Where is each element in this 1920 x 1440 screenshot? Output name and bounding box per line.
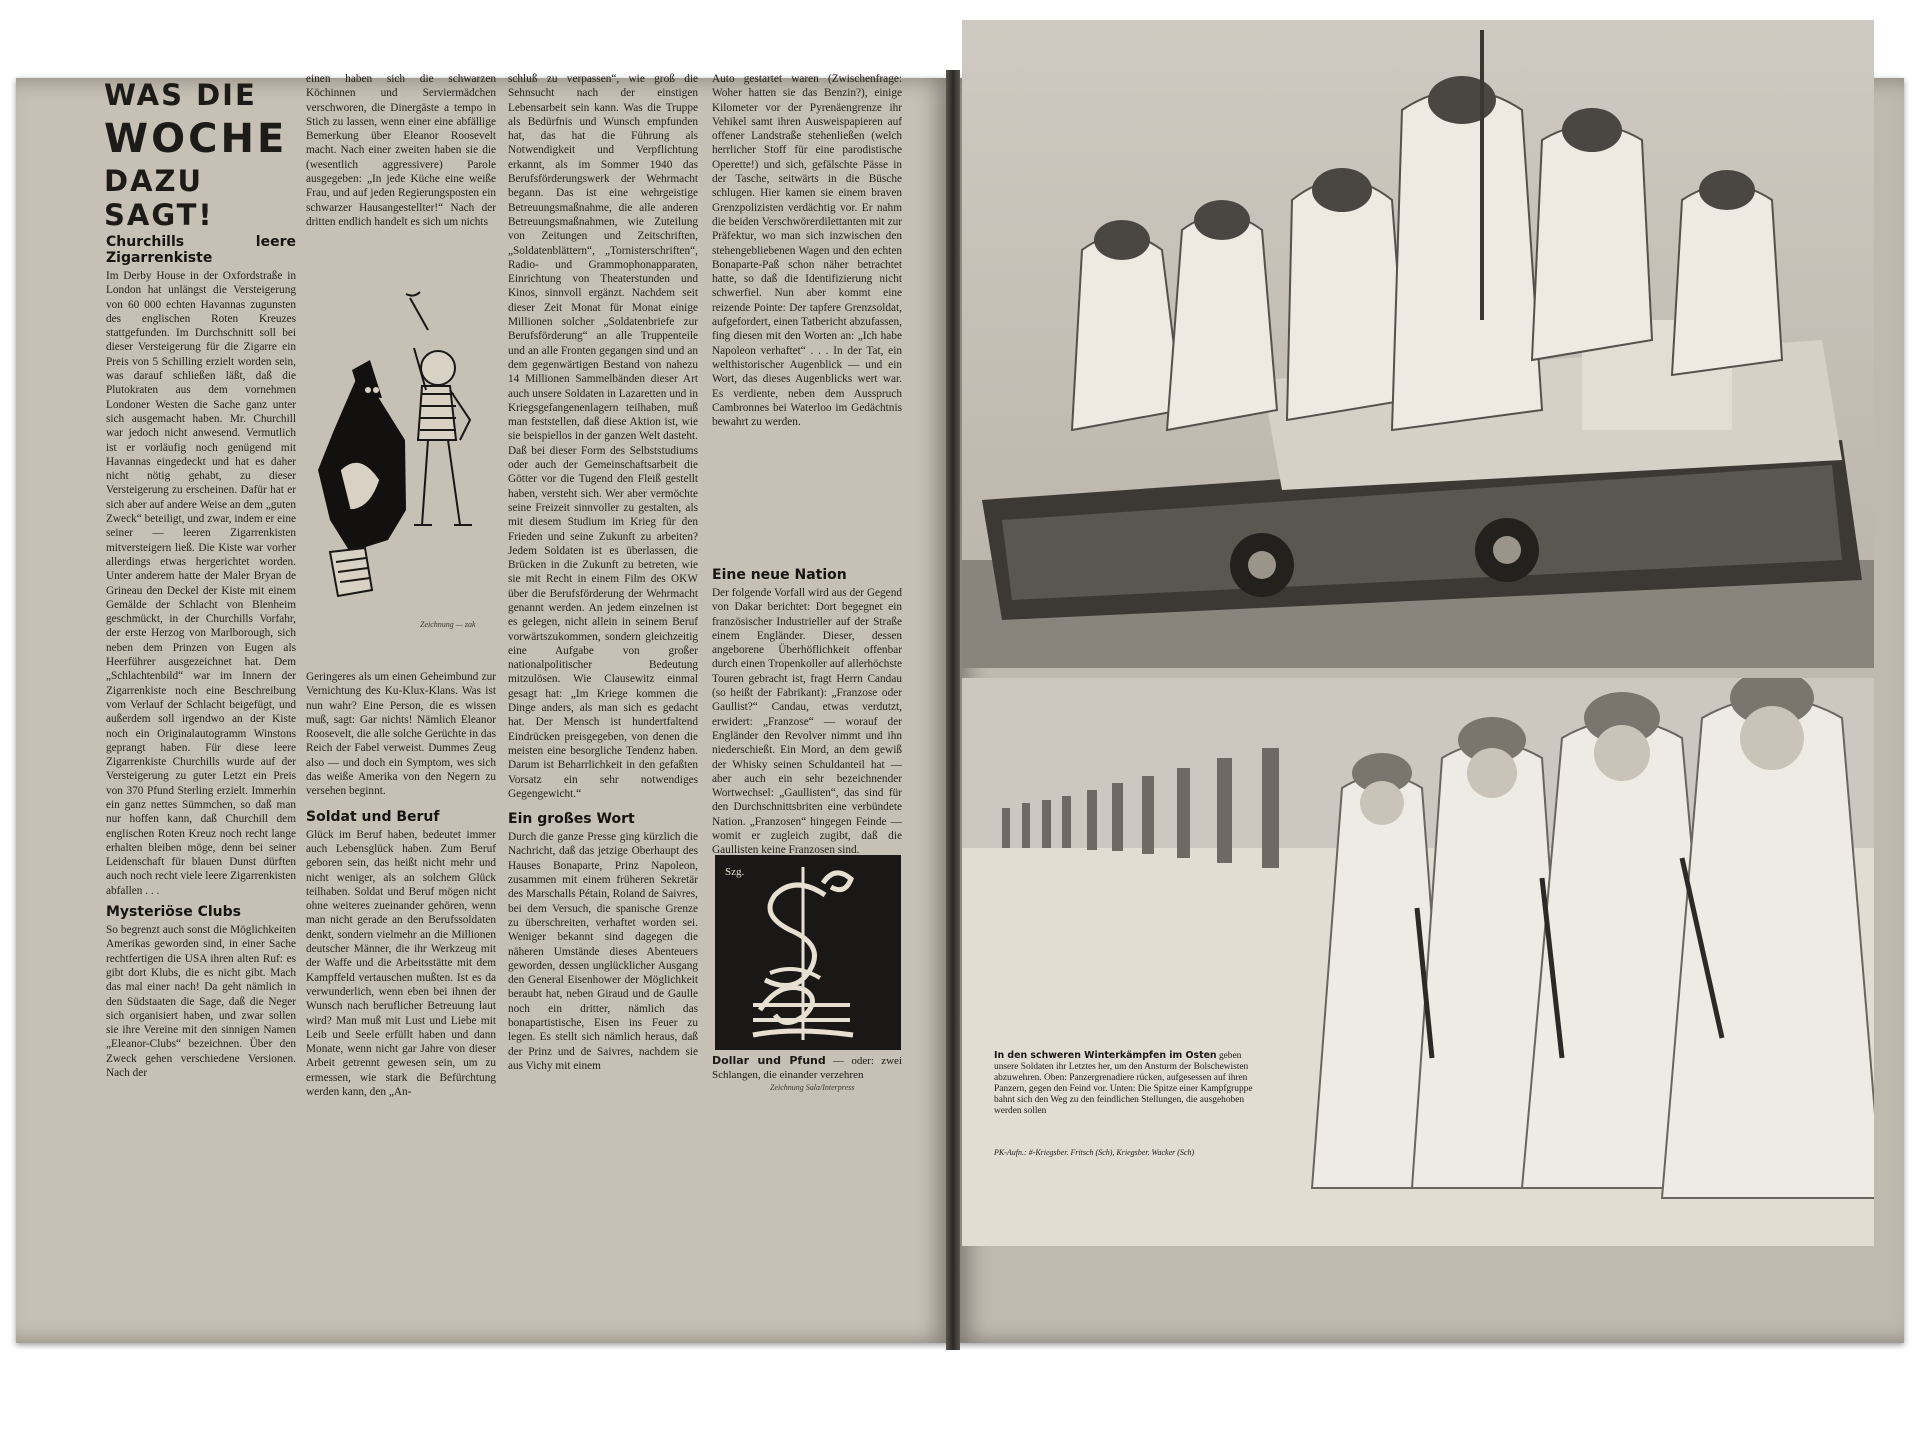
dollar-caption — [712, 1054, 902, 1082]
column-2-bottom — [306, 670, 496, 1099]
cartoon-object — [330, 548, 372, 596]
photo-caption — [994, 1050, 1266, 1117]
photo-caption-text: geben unsere Soldaten ihr Letztes her, um den Ansturm der Bolschewisten abzuwehren. Oben: Panzergrenadiere rücken, aufgesessen auf ihren Panzern, gegen den Feind vor. Unten: Die Spitze einer Kampfgruppe bahnt sich den Weg zu den feindlichen Stellungen, die ausgehoben werden sollen — [994, 1051, 1253, 1116]
column-1 — [106, 230, 296, 1080]
article-churchill-text: Im Derby House in der Oxfordstraße in London hat unlängst die Versteigerung von 60 000 echten Havannas zugunsten des englischen Roten Kreuzes stattgefunden. Im Durchschnitt soll bei dieser Versteigerung für die Zigarre ein Preis von 5 Schilling erzielt worden sein, was darauf schließen läßt, daß die Plutokraten aus dem vornehmen Londoner Westen die Sache ganz unter sich ausgemacht haben. Mr. Churchill war jedoch nicht anwesend. Vermutlich ist er vorläufig noch genügend mit Havannas eingedeckt und hat es daher nicht nötig gehabt, zu dieser Versteigerung zu erscheinen. Dafür hat er sich aber auf andere Weise an dem „guten Zweck“ beteiligt, und zwar, indem er eine seiner — leeren Zigarrenkisten mitversteigern ließ. Die Kiste war vorher allerdings etwas hergerichtet worden. Unter anderem hatte der Maler Bryan de Grineau den Deckel der Kiste mit einem Gemälde der Schlacht von Blenheim geschmückt, in der Churchills Vorfahr, der erste Herzog von Marlborough, sich neben dem Prinzen von Eugen als Heerführer ausgezeichnet hat. Dem „Schlachtenbild“ war im Innern der Zigarrenkiste noch eine Beschreibung vom Verlauf der Schlacht beigefügt, und außerdem soll irgendwo an der Kiste noch ein Originalautogramm Winstons geprangt haben. Für diese leere Zigarrenkiste Churchills wurde auf der Versteigerung zu guter Letzt ein Preis von 370 Pfund Sterling erzielt. Immerhin ein ganz nettes Sümmchen, so daß man nur hoffen kann, daß Churchill dem englischen Roten Kreuz noch recht lange erhalten bleiben möge, denn bei seiner Leidenschaft für blauen Dunst dürften auch noch recht viele leere Zigarrenkisten abfallen . . . — [106, 270, 296, 897]
section-heading-nation: Eine neue Nation — [712, 567, 847, 583]
column-2-top — [306, 72, 496, 229]
article-beruf-text: Glück im Beruf haben, bedeutet immer auch Lebensglück haben. Zum Beruf geboren sein, das heißt nicht mehr und nicht weniger, als an solchem Glück teilhaben. Soldat und Beruf mögen nicht ohne weiteres zueinander gehören, wenn man nicht gerade an den Berufssoldaten denkt, sondern vielmehr an die Millionen deutscher Männer, die ihr Werkzeug mit der Waffe und die Arbeitsstätte mit dem Kampffeld vertauschen mußten. Ist es da verwunderlich, wenn eben bei ihnen der Wunsch nach beruflicher Betreuung laut wird? Man muß mit Lust und Liebe mit Leib und Seele erfüllt haben und dann Monate, wenn nicht gar Jahre von dieser Arbeit getrennt gewesen sein, um zu ermessen, wie stark die Befürchtung werden kann, den „An- — [306, 828, 496, 1099]
dollar-caption-text: — oder: zwei Schlangen, die einander verzehren — [712, 1055, 903, 1081]
cartoon-credit: Zeichnung — zak — [420, 620, 476, 629]
dollar-caption-bold: Dollar und Pfund — [712, 1054, 826, 1067]
box-signature: Szg. — [725, 866, 745, 878]
column-3 — [508, 72, 698, 1073]
cartoon-illustration — [310, 290, 500, 600]
article-wort-continued: Auto gestartet waren (Zwischenfrage: Woher hatten sie das Benzin?), einige Kilometer vor der Pyrenäengrenze ihr Vehikel samt ihren Ausweispapieren auf offener Landstraße stehenließen (welch herrlicher Stoff für eine parodistische Operette!) und sich, gefälschte Pässe in der Tasche, seitwärts in die Büsche schlugen. Hier kamen sie einem braven Grenzpolizisten verdächtig vor. Er nahm die beiden Verschwörerdilettanten mit zur Präfektur, wo man sich inzwischen den stehengebliebenen Wagen und den echten Bonaparte-Paß schon näher betrachtet hatte, so daß die Identifizierung nicht schwerfiel. Nun aber kommt eine reizende Pointe: Der tapfere Grenzsoldat, aufgefordert, einen Tatbericht abzufassen, fing diesen mit den Worten an: „Ich habe Napoleon verhaftet“ . . . In der Tat, ein welthistorischer Augenblick — und ein Wort, das dieses Augenblicks wert war. Es verdiente, neben dem Ausspruch Cambronnes bei Waterloo im Gedächtnis bewahrt zu werden. — [712, 73, 902, 429]
section-heading-churchill: Churchills leere Zigarrenkiste — [106, 234, 296, 266]
section-heading-clubs: Mysteriöse Clubs — [106, 904, 241, 921]
photo-caption-bold: In den schweren Winterkämpfen im Osten — [994, 1050, 1217, 1061]
section-heading-wort: Ein großes Wort — [508, 811, 635, 828]
section-heading-beruf: Soldat und Beruf — [306, 808, 440, 825]
headline-line1: WAS DIE — [104, 78, 257, 112]
dollar-pound-illustration — [715, 855, 901, 1050]
headline-line3: DAZU SAGT! — [104, 164, 214, 232]
photo-tank-soldiers — [962, 20, 1874, 668]
photo-credit: PK-Aufn.: #-Kriegsber. Fritsch (Sch), Kriegsber. Wacker (Sch) — [994, 1148, 1195, 1157]
column-4 — [712, 72, 902, 429]
photo-soldiers-marching — [962, 678, 1874, 1246]
cartoon-sailor-figure — [406, 292, 472, 525]
headline — [104, 78, 304, 232]
article-clubs-end: Geringeres als um einen Geheimbund zur Vernichtung des Ku-Klux-Klans. Was ist nun wahr? Eine Person, die es wissen muß, sagt: Gar nichts! Nämlich Eleanor Roosevelt, die alle solche Gerüchte in das Reich der Fabel verweist. Dummes Zeug also — und doch ein Symptom, wes sich das weiße Amerika von den Negern zu versehen beginnt. — [306, 671, 496, 798]
column-4-bottom — [712, 487, 902, 858]
headline-line2: WOCHE — [104, 116, 288, 162]
article-wort-text: Durch die ganze Presse ging kürzlich die Nachricht, daß das jetzige Oberhaupt des Hauses Bonaparte, Prinz Napoleon, zusammen mit einem früheren Sekretär des Marschalls Pétain, Roland de Saivres, bei dem Versuch, die spanische Grenze zu überschreiten, verhaftet worden sei. Weniger bekannt sind dagegen die näheren Umstände dieses Abenteuers geworden, dessen unglücklicher Ausgang den General Eisenhower der Möglichkeit beraubt hat, neben Giraud und de Gaulle noch ein dritter, nämlich das bonapartistische, Eisen ins Feuer zu legen. Es stellt sich nämlich heraus, daß der Prinz und de Saivres, nachdem sie aus Vichy mit einem — [508, 831, 698, 1072]
article-nation-text: Der folgende Vorfall wird aus der Gegend von Dakar berichtet: Dort begegnet ein französischer Industrieller auf der Straße einem Engländer. Dieser, dessen angeborene Überhöflichkeit offenbar durch einen Tropenkoller auf allerhöchste Touren gebracht ist, fragt Herrn Candau (so heißt der Fabrikant): „Franzose oder Gaullist?“ Candau, etwas verdutzt, erwidert: „Franzose“ — worauf der Engländer den Revolver nimmt und ihn niederschießt. Ein Mord, an dem gewiß der Whisky seinen Schuldanteil hat — aber auch ein sehr bezeichnender Wortwechsel: „Gaullisten“, das sind für den Durchschnittsbriten eine verbündete Nation. „Franzosen“ hingegen Feinde — womit er zugleich zugibt, daß die Gaullisten keine Franzosen sind. — [712, 587, 902, 857]
article-beruf-continued: schluß zu verpassen“, wie groß die Sehnsucht nach der einstigen Lebensarbeit sein kann. Was die Truppe als Bedürfnis und Wunsch empfunden hat, das hat die Führung als Notwendigkeit und Verpflichtung erkannt, als im Sommer 1940 das Berufsförderungswerk der Wehrmacht begann. Das ist eine wehrgeistige Betreuungsmaßnahme, die alle anderen Betreuungsmaßnahmen, wie Zuteilung von Zeitungen und Zeitschriften, „Soldatenblättern“, „Tornisterschriften“, Radio- und Grammophonapparaten, Einrichtung von Theaterstunden und Kinos, sinnvoll ergänzt. Nachdem seit dieser Zeit Monat für Monat einige Millionen solcher „Soldatenbriefe zur Berufsförderung“ an alle Truppenteile und an alle Fronten gegangen sind und an dem gegenwärtigen Bestand von nahezu 14 Millionen Sammelbänden dieser Art auch unsere Soldaten in Lazaretten und in Kriegsgefangenenlagern teilhaben, muß man feststellen, daß diese Aktion ist, wie sie beispiellos in der ganzen Welt dasteht. Daß bei dieser Form des Selbststudiums oder auch der Gemeinschaftsarbeit die Götter vor die Tugend den Fleiß gestellt haben, versteht sich. Wer aber vermöchte seine Freizeit sinnvoller zu gestalten, als mit diesem Studium im Krieg für den Frieden und seine Zukunft zu arbeiten? Jedem Soldaten ist es überlassen, die Brücken in die Zukunft zu betreten, wie sie mit Recht in einem Film des OKW über die Berufsförderung der Wehrmacht genannt werden. An jedem einzelnen ist es gelegen, nicht allein in seinem Beruf vorwärtszukommen, sondern gleichzeitig eine Aufgabe von großer nationalpolitischer Bedeutung mitzulösen. Wie Clausewitz einmal gesagt hat: „Im Kriege kommen die Dinge anders, als man sich es gedacht hat. Der Mensch ist hundertfaltend Eindrücken preisgegeben, von denen die meisten eine besorgliche Tendenz haben. Darum ist Beharrlichkeit in den gefaßten Vorsatz ein sehr notwendiges Gegengewicht.“ — [508, 73, 698, 800]
article-clubs-text: So begrenzt auch sonst die Möglichkeiten Amerikas geworden sind, in einer Sache rechtfertigen die USA ihren alten Ruf: es gibt dort Klubs, die es nicht gibt. Mach das mal einer nach! Da geht nämlich in den Südstaaten die Sage, daß die Neger sich organisiert haben, und zwar sollen sie ihre Vereine mit den sinnigen Namen „Eleanor-Clubs“ bezeichnen. Über den Zweck gehen verschiedene Versionen. Nach der — [106, 924, 296, 1080]
dollar-credit: Zeichnung Sala/Interpress — [770, 1083, 855, 1092]
spine — [946, 70, 960, 1350]
cartoon-hooded-figure — [318, 360, 406, 552]
article-clubs-continued: einen haben sich die schwarzen Köchinnen und Serviermädchen verschworen, die Dinergäste a tempo in Stich zu lassen, wenn einer eine abfällige Bemerkung über Eleanor Roosevelt macht. Nach einer zweiten haben sie die (wesentlich aggressivere) Parole ausgegeben: „In jede Küche eine weiße Frau, und auf jeden Regierungsposten ein schwarzer Hausangestellter!“ Nach der dritten endlich handelt es sich um nichts — [306, 73, 496, 228]
